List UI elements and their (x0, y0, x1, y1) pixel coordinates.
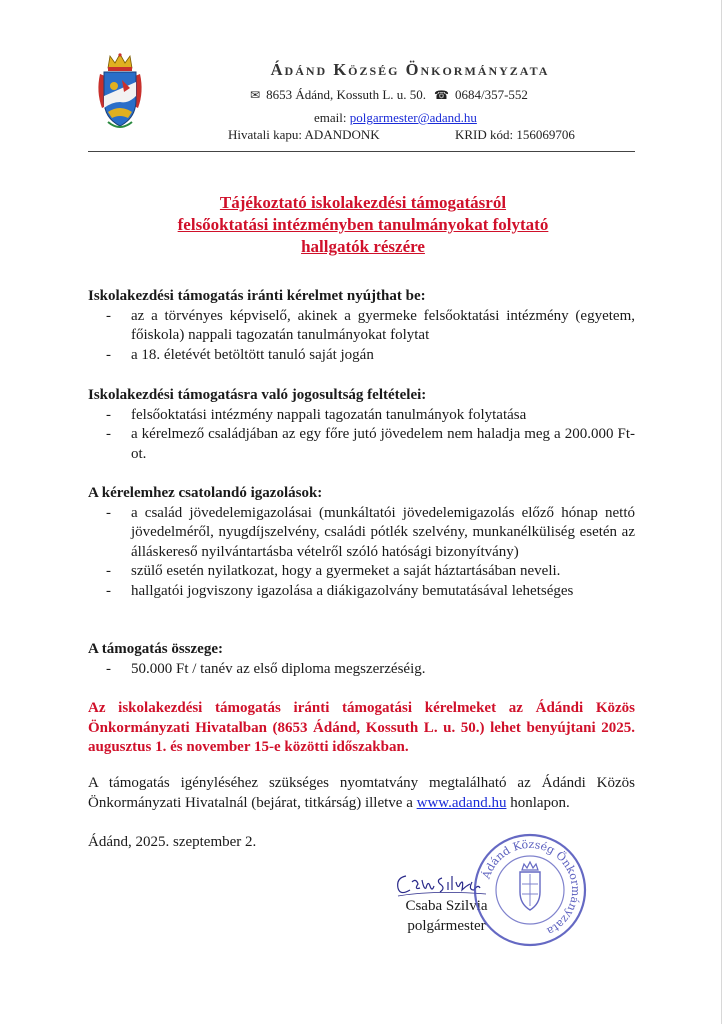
section-heading: A támogatás összege: (88, 641, 223, 657)
section-heading: A kérelemhez csatolandó igazolások: (88, 485, 323, 501)
email-link[interactable]: polgarmester@adand.hu (349, 110, 477, 125)
title-line-2: felsőoktatási intézményben tanulmányokat folytató (177, 215, 549, 234)
form-info-text: A támogatás igényléséhez szükséges nyomtatvány megtalálható az Ádándi Közös Önkormányzati Hivatalnál (bejárat, titkárság) illetve a (88, 775, 635, 811)
list-item: - a család jövedelemigazolásai (munkáltatói jövedelemigazolás előző hónap nettó jövedelméről, nyugdíjszelvény, családi pótlék szelvény, munkanélküliség esetén az álláskereső nyilvántartásba vételről szóló hatósági bizonyítvány) (88, 504, 635, 563)
section-applicants (88, 287, 635, 365)
phone-text: 0684/357-552 (454, 87, 528, 102)
section-heading: Iskolakezdési támogatás iránti kérelmet nyújthat be: (88, 288, 426, 304)
section-eligibility (88, 386, 635, 464)
bullet-list (88, 307, 635, 366)
coat-of-arms-icon (94, 52, 146, 134)
website-link[interactable]: www.adand.hu (416, 794, 507, 811)
svg-text:Ádánd Község Önkormányzata: Ádánd Község Önkormányzata (479, 837, 583, 938)
address-text: 8653 Ádánd, Kossuth L. u. 50. (266, 87, 427, 102)
bullet-list (88, 660, 635, 680)
section-heading: Iskolakezdési támogatásra való jogosultság feltételei: (88, 387, 427, 403)
list-item: - a 18. életévét betöltött tanuló saját jogán (88, 346, 635, 366)
deadline-notice: Az iskolakezdési támogatás iránti támogatási kérelmeket az Ádándi Közös Önkormányzati Hivatalban (8653 Ádánd, Kossuth L. u. 50.) lehet benyújtani 2025. augusztus 1. és november 15-e közötti időszakban. (88, 700, 635, 756)
form-info-paragraph (88, 774, 635, 813)
signatory-role: polgármester (407, 918, 486, 934)
list-item: - a kérelmező családjában az egy főre jutó jövedelem nem haladja meg a 200.000 Ft-ot. (88, 425, 635, 464)
list-item: - az a törvényes képviselő, akinek a gyermeke felsőoktatási intézmény (egyetem, főiskola) nappali tagozatán tanulmányokat folytat (88, 307, 635, 346)
telephone-icon: ☎ (434, 88, 449, 102)
organization-name: Ádánd Község Önkormányzata (270, 60, 550, 79)
email-line (314, 110, 477, 126)
official-stamp (470, 830, 590, 950)
email-label: email: (314, 110, 347, 125)
header-divider (88, 151, 635, 152)
list-item: - hallgatói jogviszony igazolása a diákigazolvány bemutatásával lehetséges (88, 582, 635, 602)
bullet-list (88, 406, 635, 465)
signatory-name: Csaba Szilvia (405, 898, 488, 914)
date-line: Ádánd, 2025. szeptember 2. (88, 834, 257, 850)
office-gate-text: Hivatali kapu: ADANDONK (228, 127, 380, 142)
document-title (90, 192, 636, 258)
list-item: - 50.000 Ft / tanév az első diploma megszerzéséig. (88, 660, 635, 680)
section-attachments (88, 484, 635, 602)
list-item: - felsőoktatási intézmény nappali tagozatán tanulmányok folytatása (88, 406, 635, 426)
title-line-3: hallgatók részére (301, 237, 425, 256)
page-edge-line (721, 0, 722, 1024)
list-item: - szülő esetén nyilatkozat, hogy a gyermeket a saját háztartásában neveli. (88, 562, 635, 582)
envelope-icon: ✉ (250, 88, 261, 102)
form-info-tail: honlapon. (510, 794, 570, 811)
krid-code-text: KRID kód: 156069706 (455, 127, 575, 142)
section-amount (88, 640, 635, 679)
bullet-list (88, 504, 635, 602)
title-line-1: Tájékoztató iskolakezdési támogatásról (219, 193, 507, 212)
contact-line (250, 87, 528, 103)
